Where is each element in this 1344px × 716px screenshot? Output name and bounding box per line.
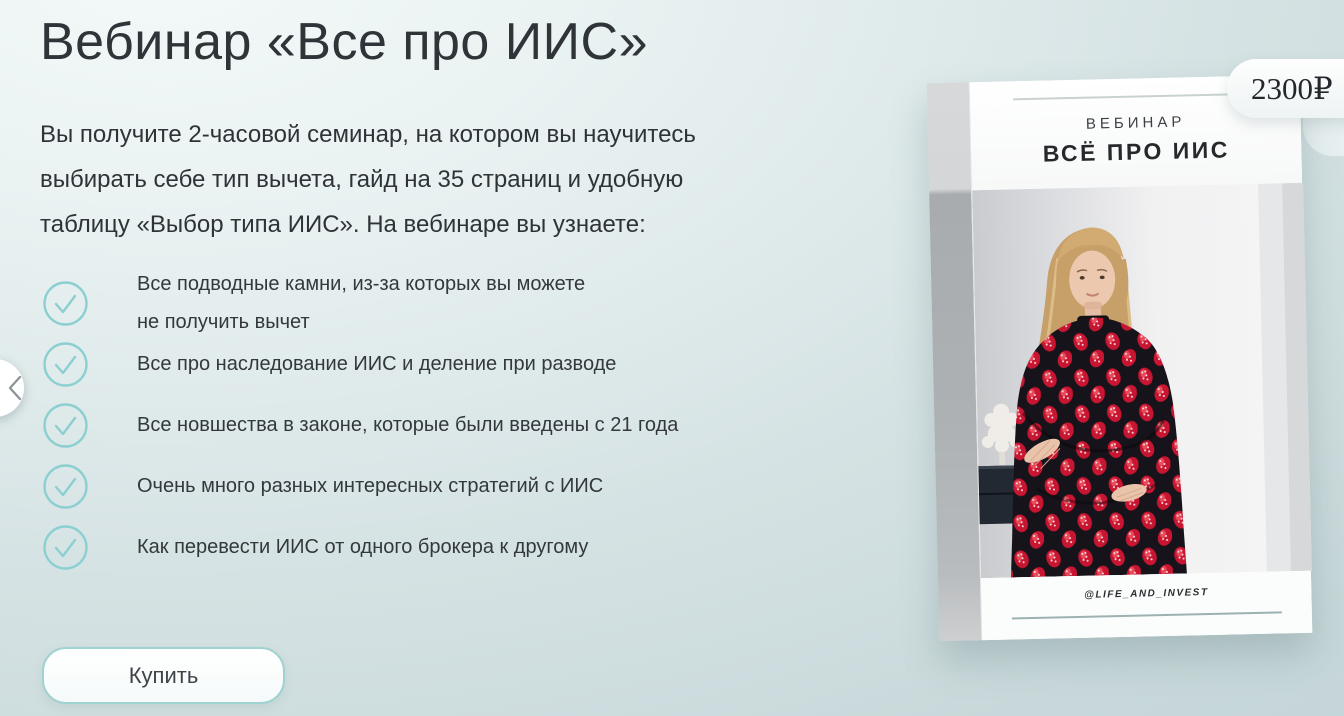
check-circle-icon — [43, 464, 88, 509]
checklist-item-text: Очень много разных интересных стратегий с ИИС — [137, 475, 604, 497]
checklist-item — [43, 342, 678, 386]
buy-button[interactable]: Купить — [42, 647, 285, 704]
box-front — [969, 75, 1313, 640]
description-line: таблицу «Выбор типа ИИС». На вебинаре вы узнаете: — [40, 211, 646, 238]
description-line: выбирать себе тип вычета, гайд на 35 страниц и удобную — [40, 166, 684, 193]
price-badge — [1227, 59, 1344, 118]
checklist-item — [43, 265, 678, 341]
checklist-item — [43, 464, 678, 508]
box-category-label: ВЕБИНАР — [1085, 113, 1186, 133]
box-title-label: ВСЁ ПРО ИИС — [1042, 136, 1231, 167]
description-line: Вы получите 2-часовой семинар, на котором вы научитесь — [40, 121, 696, 148]
page-title: Вебинар «Все про ИИС» — [40, 13, 648, 71]
checklist-item — [43, 403, 678, 447]
instagram-handle-label: @LIFE_AND_INVEST — [1084, 587, 1209, 601]
checklist-item-text: Все новшества в законе, которые были введены с 21 года — [137, 414, 679, 436]
check-circle-icon — [43, 342, 88, 387]
check-circle-icon — [43, 281, 88, 326]
presenter-photo — [972, 183, 1311, 578]
checklist-item-text: Все подводные камни, из-за которых вы можете не получить вычет — [137, 273, 586, 333]
box-cover-bottom — [981, 571, 1312, 640]
box-top-line — [1013, 93, 1251, 100]
check-circle-icon — [43, 525, 88, 570]
checklist-item-text: Все про наследование ИИС и деление при разводе — [137, 353, 617, 375]
checklist-item — [43, 525, 678, 569]
price-amount: 2300₽ — [1251, 70, 1333, 106]
chevron-left-icon — [6, 373, 24, 403]
checklist-item-text: Как перевести ИИС от одного брокера к другому — [137, 536, 589, 558]
handle-underline — [1012, 611, 1283, 619]
presenter-photo-illustration — [972, 183, 1312, 578]
description — [40, 112, 696, 247]
check-circle-icon — [43, 403, 88, 448]
carousel-prev-button[interactable] — [0, 359, 24, 417]
checklist — [43, 265, 678, 586]
product-box — [927, 75, 1313, 641]
